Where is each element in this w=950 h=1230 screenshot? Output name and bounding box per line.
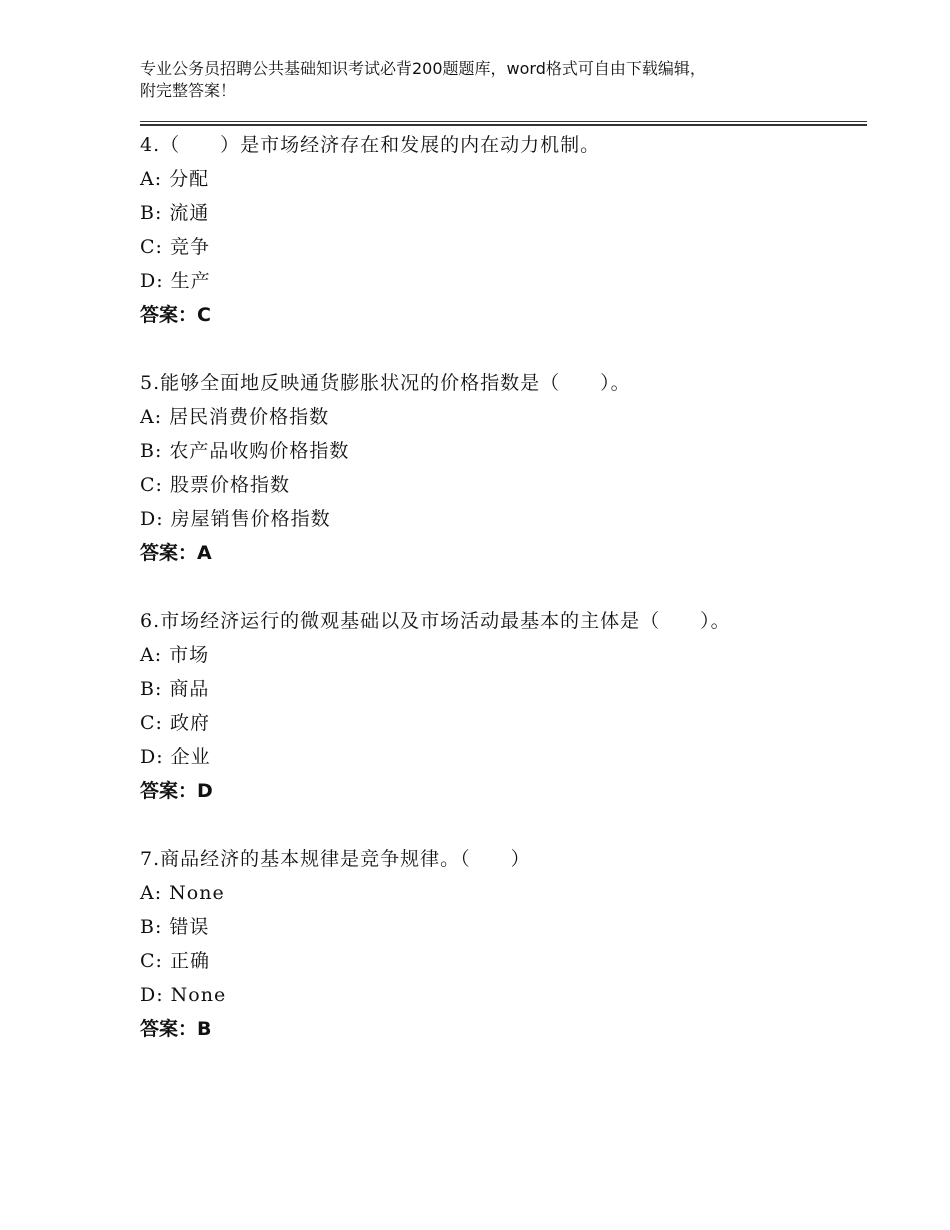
header-line-2: 附完整答案！ xyxy=(140,81,237,100)
option-d: D: 房屋销售价格指数 xyxy=(140,508,331,530)
option-d: D: 生产 xyxy=(140,270,211,292)
answer-line: 答案：D xyxy=(140,780,213,802)
header-line-1: 专业公务员招聘公共基础知识考试必背200题题库，word格式可自由下载编辑， xyxy=(140,59,706,78)
option-d: D: None xyxy=(140,984,227,1006)
option-a: A: 居民消费价格指数 xyxy=(140,406,330,428)
question-5 xyxy=(140,366,860,604)
question-spacer xyxy=(140,808,860,842)
question-7 xyxy=(140,842,860,1046)
answer-line: 答案：A xyxy=(140,542,212,564)
option-a: A: None xyxy=(140,882,225,904)
question-spacer xyxy=(140,570,860,604)
question-spacer xyxy=(140,332,860,366)
option-b: B: 流通 xyxy=(140,202,210,224)
option-c: C: 竞争 xyxy=(140,236,210,258)
question-4 xyxy=(140,128,860,366)
header-divider-thick xyxy=(140,124,867,126)
question-list xyxy=(140,128,860,1046)
answer-line: 答案：C xyxy=(140,304,211,326)
option-d: D: 企业 xyxy=(140,746,211,768)
question-stem: 7.商品经济的基本规律是竞争规律。（ ） xyxy=(140,848,531,870)
option-a: A: 分配 xyxy=(140,168,210,190)
option-c: C: 政府 xyxy=(140,712,210,734)
option-a: A: 市场 xyxy=(140,644,210,666)
option-b: B: 商品 xyxy=(140,678,210,700)
option-b: B: 农产品收购价格指数 xyxy=(140,440,350,462)
question-6 xyxy=(140,604,860,842)
question-stem: 6.市场经济运行的微观基础以及市场活动最基本的主体是（ ）。 xyxy=(140,610,731,632)
header-divider-thin xyxy=(140,121,867,122)
option-c: C: 正确 xyxy=(140,950,210,972)
question-stem: 5.能够全面地反映通货膨胀状况的价格指数是（ ）。 xyxy=(140,372,631,394)
option-c: C: 股票价格指数 xyxy=(140,474,290,496)
answer-line: 答案：B xyxy=(140,1018,212,1040)
option-b: B: 错误 xyxy=(140,916,210,938)
document-header xyxy=(140,58,820,102)
question-stem: 4.（ ）是市场经济存在和发展的内在动力机制。 xyxy=(140,134,601,156)
